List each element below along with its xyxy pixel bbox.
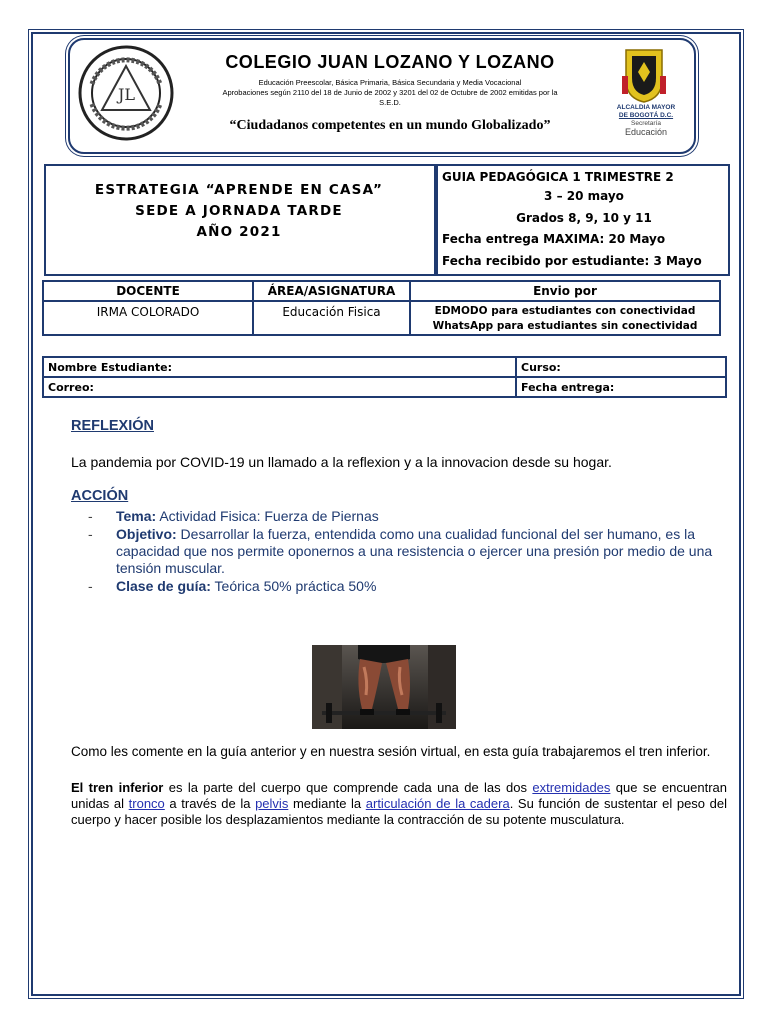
item-text: Desarrollar la fuerza, entendida como una cualidad funcional del ser humano, es la capacidad que nos permite oponernos a una resistencia o ejercer una presión por medio de una tensión muscular. [116,526,713,576]
list-item [88,526,728,577]
school-motto: “Ciudadanos competentes en un mundo Globalizado” [229,118,551,133]
subject-name: Educación Fisica [253,301,410,335]
link-articulacion-cadera[interactable]: articulación de la cadera [365,796,510,811]
logo-text-line-1: ALCALDIA MAYOR [616,104,676,111]
reflexion-heading: REFLEXIÓN [71,418,154,434]
leg-workout-photo [312,645,456,729]
intro-paragraph: Como les comente en la guía anterior y en nuestra sesión virtual, en esta guía trabajaremos el tren inferior. [71,744,711,759]
course-field[interactable]: Curso: [516,357,726,377]
strategy-line-2: SEDE A JORNADA TARDE [135,203,343,219]
docente-header: DOCENTE [43,281,253,301]
bullet-dash: - [88,578,93,594]
accion-heading: ACCIÓN [71,488,129,504]
send-line-2: WhatsApp para estudiantes sin conectividad [432,320,698,332]
guide-line-3: Grados 8, 9, 10 y 11 [516,210,652,225]
bullet-dash: - [88,508,93,524]
item-label: Objetivo: [116,526,177,542]
teacher-info-table [42,280,721,336]
text-span: mediante la [288,796,366,811]
logo-text-line-3: Secretaría [631,120,661,127]
send-method [410,301,720,335]
student-info-table [42,356,727,398]
item-label: Tema: [116,508,157,524]
guide-line-4: Fecha entrega MAXIMA: 20 Mayo [442,232,666,246]
item-text: Actividad Fisica: Fuerza de Piernas [156,508,379,524]
strategy-text [44,180,434,243]
teacher-name: IRMA COLORADO [43,301,253,335]
send-line-1: EDMODO para estudiantes con conectividad [434,305,696,317]
guide-line-1: GUIA PEDAGÓGICA 1 TRIMESTRE 2 [442,170,674,184]
delivery-date-field[interactable]: Fecha entrega: [516,377,726,397]
list-item [88,508,728,525]
area-header: ÁREA/ASIGNATURA [253,281,410,301]
text-span: a través de la [164,796,256,811]
reflexion-text: La pandemia por COVID-19 un llamado a la reflexion y a la innovacion desde su hogar. [71,454,612,470]
link-extremidades[interactable]: extremidades [532,780,611,795]
guide-line-5: Fecha recibido por estudiante: 3 Mayo [442,253,702,268]
tren-inferior-bold: El tren inferior [71,780,164,795]
bogota-coat-of-arms-logo [612,46,676,104]
envio-header: Envio por [410,281,720,301]
link-pelvis[interactable]: pelvis [255,796,289,811]
subtitle-line-2: Aprobaciones según 2110 del 18 de Junio de 2002 y 3201 del 02 de Octubre de 2002 emitidas por la [222,88,558,97]
list-item [88,578,728,595]
item-label: Clase de guía: [116,578,211,594]
school-subtitle [190,78,590,108]
text-span: es la parte del cuerpo que comprende cada una de las dos [163,780,533,795]
guide-text [442,168,726,272]
bogota-secretaria-text [598,104,694,136]
school-seal-logo [78,44,174,142]
bullet-dash: - [88,526,93,542]
school-name: COLEGIO JUAN LOZANO Y LOZANO [225,52,555,72]
item-text: Teórica 50% práctica 50% [210,578,377,594]
student-name-field[interactable]: Nombre Estudiante: [43,357,516,377]
accion-list [88,508,728,595]
strategy-line-1: ESTRATEGIA “APRENDE EN CASA” [94,182,384,198]
text-span: que se encuentran unidas al [71,780,727,811]
strategy-line-3: AÑO 2021 [196,224,282,240]
guide-line-2: 3 – 20 mayo [544,189,624,203]
logo-text-line-2: DE BOGOTÁ D.C. [618,112,674,119]
logo-text-line-4: Educación [624,127,668,137]
tren-inferior-paragraph [71,780,727,828]
text-span: . Su función de sustentar el peso del cuerpo y hacer posible los desplazamientos mediante la contracción de su potente musculatura. [71,796,727,827]
subtitle-line-3: S.E.D. [379,98,401,107]
svg-text:JL: JL [118,85,136,104]
email-field[interactable]: Correo: [43,377,516,397]
link-tronco[interactable]: tronco [128,796,165,811]
subtitle-line-1: Educación Preescolar, Básica Primaria, Básica Secundaria y Media Vocacional [258,78,522,87]
